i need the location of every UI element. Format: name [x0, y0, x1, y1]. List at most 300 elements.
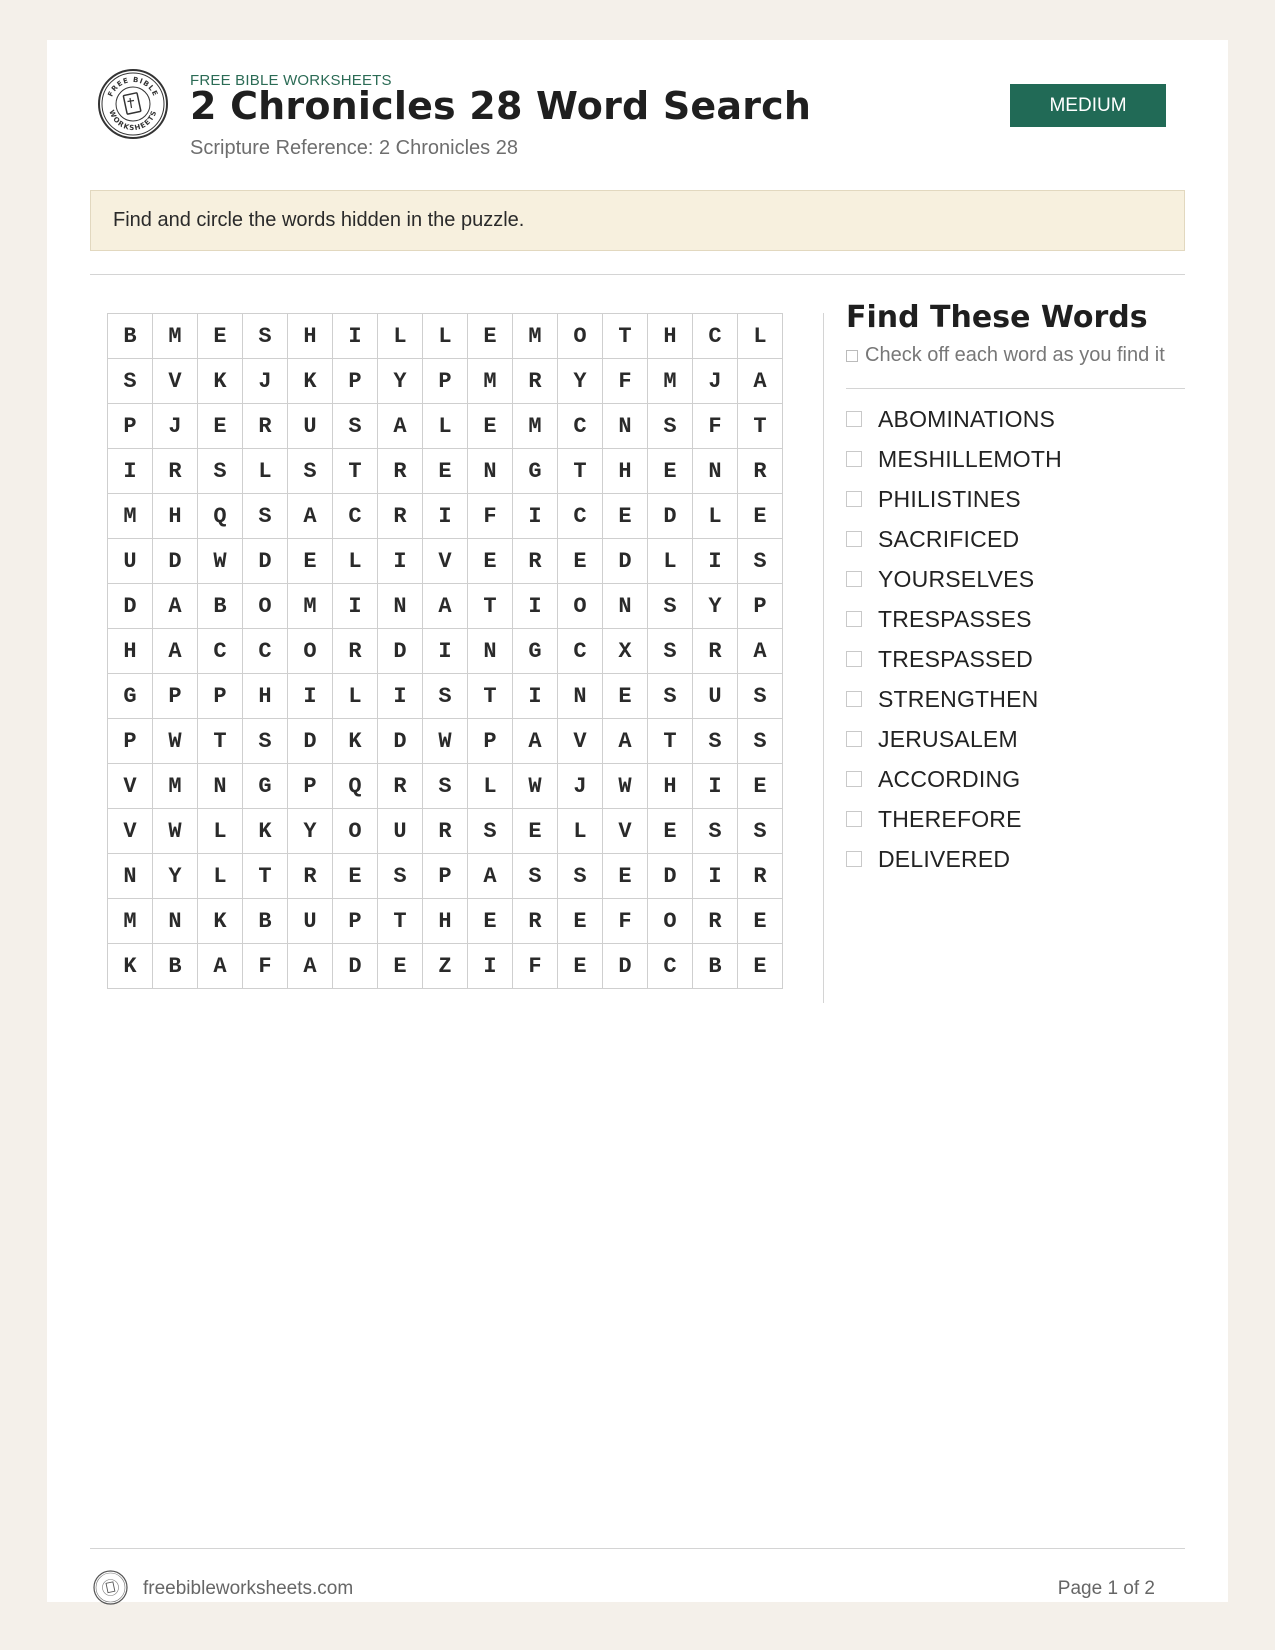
grid-cell: R [288, 854, 333, 899]
grid-cell: I [693, 539, 738, 584]
grid-cell: E [603, 494, 648, 539]
grid-cell: H [243, 674, 288, 719]
grid-cell: W [153, 719, 198, 764]
grid-cell: M [513, 314, 558, 359]
grid-cell: H [648, 764, 693, 809]
grid-cell: R [378, 449, 423, 494]
grid-cell: B [153, 944, 198, 989]
grid-cell: I [333, 314, 378, 359]
grid-cell: C [558, 629, 603, 674]
logo [97, 68, 169, 140]
grid-cell: V [108, 764, 153, 809]
grid-cell: S [738, 809, 783, 854]
grid-cell: O [558, 584, 603, 629]
grid-cell: C [558, 404, 603, 449]
vertical-divider [823, 313, 824, 1003]
grid-cell: E [603, 854, 648, 899]
grid-cell: D [288, 719, 333, 764]
grid-cell: P [198, 674, 243, 719]
grid-cell: S [738, 719, 783, 764]
grid-cell: H [288, 314, 333, 359]
grid-cell: M [153, 314, 198, 359]
grid-cell: A [738, 359, 783, 404]
word-label: PHILISTINES [878, 485, 1021, 512]
grid-cell: S [693, 809, 738, 854]
word-label: YOURSELVES [878, 565, 1035, 592]
grid-cell: N [108, 854, 153, 899]
grid-cell: S [333, 404, 378, 449]
svg-text:FREE BIBLE: FREE BIBLE [106, 75, 160, 98]
grid-cell: L [243, 449, 288, 494]
grid-cell: T [378, 899, 423, 944]
grid-cell: S [288, 449, 333, 494]
grid-cell: E [198, 314, 243, 359]
bible-seal-icon [93, 1570, 128, 1605]
grid-cell: C [243, 629, 288, 674]
grid-cell: P [423, 854, 468, 899]
word-item [846, 639, 1062, 679]
grid-cell: R [693, 899, 738, 944]
grid-cell: R [513, 359, 558, 404]
grid-cell: G [513, 629, 558, 674]
grid-cell: F [468, 494, 513, 539]
grid-cell: G [513, 449, 558, 494]
word-list [846, 399, 1062, 879]
grid-cell: F [513, 944, 558, 989]
grid-cell: T [333, 449, 378, 494]
grid-cell: E [558, 899, 603, 944]
grid-cell: U [693, 674, 738, 719]
grid-cell: E [558, 539, 603, 584]
grid-cell: I [378, 674, 423, 719]
grid-cell: E [513, 809, 558, 854]
grid-cell: M [468, 359, 513, 404]
grid-row [108, 809, 783, 854]
grid-cell: F [693, 404, 738, 449]
svg-text:WORKSHEETS: WORKSHEETS [107, 108, 159, 133]
grid-cell: U [378, 809, 423, 854]
instructions-box [90, 190, 1185, 251]
grid-cell: G [243, 764, 288, 809]
grid-cell: D [153, 539, 198, 584]
grid-cell: N [603, 404, 648, 449]
grid-cell: C [558, 494, 603, 539]
grid-cell: P [333, 899, 378, 944]
grid-row [108, 944, 783, 989]
grid-cell: L [693, 494, 738, 539]
grid-cell: A [423, 584, 468, 629]
grid-cell: L [333, 539, 378, 584]
word-item [846, 719, 1062, 759]
word-item [846, 599, 1062, 639]
grid-cell: R [738, 854, 783, 899]
word-label: SACRIFICED [878, 525, 1020, 552]
grid-cell: V [603, 809, 648, 854]
grid-row [108, 404, 783, 449]
grid-cell: V [153, 359, 198, 404]
word-checkbox[interactable] [846, 411, 862, 427]
grid-cell: V [423, 539, 468, 584]
grid-cell: K [198, 359, 243, 404]
grid-cell: W [423, 719, 468, 764]
page-title: 2 Chronicles 28 Word Search [190, 84, 812, 128]
word-item [846, 399, 1062, 439]
grid-cell: S [738, 539, 783, 584]
grid-cell: I [108, 449, 153, 494]
word-checkbox[interactable] [846, 811, 862, 827]
grid-cell: Y [693, 584, 738, 629]
grid-cell: P [468, 719, 513, 764]
word-label: TRESPASSES [878, 605, 1032, 632]
word-checkbox[interactable] [846, 691, 862, 707]
grid-cell: Q [333, 764, 378, 809]
grid-cell: L [198, 809, 243, 854]
grid-cell: T [603, 314, 648, 359]
page-number: Page 1 of 2 [1057, 1578, 1155, 1599]
grid-cell: K [108, 944, 153, 989]
grid-cell: S [108, 359, 153, 404]
bible-seal-icon [97, 68, 169, 140]
grid-cell: P [738, 584, 783, 629]
grid-cell: P [108, 404, 153, 449]
grid-cell: D [108, 584, 153, 629]
grid-cell: H [603, 449, 648, 494]
grid-cell: C [198, 629, 243, 674]
word-label: DELIVERED [878, 845, 1011, 872]
grid-cell: I [423, 494, 468, 539]
grid-row [108, 854, 783, 899]
grid-cell: N [468, 629, 513, 674]
grid-cell: H [108, 629, 153, 674]
grid-cell: R [378, 494, 423, 539]
word-item [846, 439, 1062, 479]
grid-row [108, 539, 783, 584]
word-item [846, 519, 1062, 559]
grid-cell: L [468, 764, 513, 809]
grid-cell: T [468, 584, 513, 629]
grid-cell: E [468, 314, 513, 359]
grid-cell: S [243, 314, 288, 359]
grid-cell: R [738, 449, 783, 494]
grid-cell: I [513, 584, 558, 629]
grid-cell: S [513, 854, 558, 899]
grid-cell: E [468, 404, 513, 449]
grid-cell: E [738, 494, 783, 539]
grid-cell: B [108, 314, 153, 359]
grid-cell: A [288, 494, 333, 539]
grid-cell: B [198, 584, 243, 629]
grid-cell: S [423, 674, 468, 719]
grid-cell: H [153, 494, 198, 539]
grid-cell: K [333, 719, 378, 764]
grid-cell: M [648, 359, 693, 404]
grid-cell: I [378, 539, 423, 584]
grid-cell: A [603, 719, 648, 764]
grid-cell: E [333, 854, 378, 899]
grid-row [108, 494, 783, 539]
word-checkbox[interactable] [846, 491, 862, 507]
word-label: ACCORDING [878, 765, 1021, 792]
word-label: MESHILLEMOTH [878, 445, 1062, 472]
instructions-text: Find and circle the words hidden in the puzzle. [113, 209, 525, 231]
grid-cell: P [108, 719, 153, 764]
grid-cell: S [243, 494, 288, 539]
grid-cell: N [558, 674, 603, 719]
grid-cell: I [693, 764, 738, 809]
checkbox-icon [846, 350, 858, 362]
grid-cell: P [333, 359, 378, 404]
grid-cell: N [378, 584, 423, 629]
grid-cell: J [243, 359, 288, 404]
grid-cell: E [423, 449, 468, 494]
grid-cell: T [198, 719, 243, 764]
word-checkbox[interactable] [846, 651, 862, 667]
grid-cell: S [648, 584, 693, 629]
grid-cell: C [648, 944, 693, 989]
grid-cell: L [198, 854, 243, 899]
grid-cell: O [648, 899, 693, 944]
grid-row [108, 584, 783, 629]
grid-cell: E [288, 539, 333, 584]
grid-cell: J [153, 404, 198, 449]
grid-cell: W [513, 764, 558, 809]
grid-cell: S [423, 764, 468, 809]
word-label: THEREFORE [878, 805, 1022, 832]
grid-cell: R [423, 809, 468, 854]
word-checkbox[interactable] [846, 851, 862, 867]
grid-cell: U [108, 539, 153, 584]
grid-cell: R [513, 539, 558, 584]
grid-cell: T [558, 449, 603, 494]
grid-cell: E [738, 899, 783, 944]
grid-cell: E [648, 809, 693, 854]
grid-cell: E [198, 404, 243, 449]
grid-cell: I [333, 584, 378, 629]
grid-cell: R [333, 629, 378, 674]
grid-cell: D [603, 944, 648, 989]
grid-cell: J [693, 359, 738, 404]
grid-cell: L [423, 404, 468, 449]
grid-cell: A [198, 944, 243, 989]
word-label: TRESPASSED [878, 645, 1033, 672]
word-checkbox[interactable] [846, 731, 862, 747]
grid-cell: S [648, 404, 693, 449]
grid-cell: T [738, 404, 783, 449]
footer-site: freebibleworksheets.com [143, 1578, 354, 1599]
grid-cell: E [738, 944, 783, 989]
grid-cell: A [513, 719, 558, 764]
grid-cell: M [108, 494, 153, 539]
grid-cell: L [333, 674, 378, 719]
grid-cell: W [153, 809, 198, 854]
grid-cell: T [468, 674, 513, 719]
grid-cell: Q [198, 494, 243, 539]
divider [846, 388, 1185, 389]
grid-cell: N [153, 899, 198, 944]
grid-row [108, 764, 783, 809]
grid-cell: A [153, 629, 198, 674]
grid-cell: S [198, 449, 243, 494]
grid-row [108, 449, 783, 494]
footer-logo [93, 1570, 128, 1605]
grid-cell: N [468, 449, 513, 494]
grid-cell: A [153, 584, 198, 629]
site-kicker: FREE BIBLE WORKSHEETS [190, 72, 392, 89]
word-checkbox[interactable] [846, 611, 862, 627]
grid-cell: D [603, 539, 648, 584]
grid-cell: D [648, 494, 693, 539]
grid-cell: N [603, 584, 648, 629]
words-panel-title: Find These Words [846, 300, 1148, 335]
word-search-grid [107, 313, 783, 989]
grid-cell: O [288, 629, 333, 674]
grid-cell: L [648, 539, 693, 584]
word-label: JERUSALEM [878, 725, 1018, 752]
grid-cell: Y [153, 854, 198, 899]
grid-cell: E [648, 449, 693, 494]
grid-cell: S [693, 719, 738, 764]
grid-cell: E [738, 764, 783, 809]
grid-cell: P [288, 764, 333, 809]
grid-cell: R [243, 404, 288, 449]
grid-cell: P [423, 359, 468, 404]
grid-cell: H [423, 899, 468, 944]
grid-cell: Z [423, 944, 468, 989]
word-item [846, 839, 1062, 879]
grid-cell: I [468, 944, 513, 989]
grid-cell: M [108, 899, 153, 944]
word-label: ABOMINATIONS [878, 405, 1056, 432]
word-label: STRENGTHEN [878, 685, 1039, 712]
grid-cell: M [153, 764, 198, 809]
grid-cell: S [648, 674, 693, 719]
grid-cell: L [558, 809, 603, 854]
grid-cell: D [243, 539, 288, 584]
grid-cell: R [153, 449, 198, 494]
word-checkbox[interactable] [846, 531, 862, 547]
grid-cell: N [693, 449, 738, 494]
word-item [846, 759, 1062, 799]
word-checkbox[interactable] [846, 571, 862, 587]
grid-cell: O [333, 809, 378, 854]
grid-cell: V [558, 719, 603, 764]
word-checkbox[interactable] [846, 451, 862, 467]
grid-cell: D [378, 719, 423, 764]
grid-cell: U [288, 404, 333, 449]
grid-cell: W [198, 539, 243, 584]
grid-cell: A [288, 944, 333, 989]
grid-cell: S [378, 854, 423, 899]
grid-cell: F [603, 359, 648, 404]
grid-cell: C [693, 314, 738, 359]
grid-cell: T [648, 719, 693, 764]
grid-cell: P [153, 674, 198, 719]
grid-cell: U [288, 899, 333, 944]
grid-cell: E [558, 944, 603, 989]
words-panel-subtitle-text: Check off each word as you find it [865, 344, 1165, 366]
grid-row [108, 359, 783, 404]
words-panel-subtitle [846, 344, 1165, 367]
grid-cell: A [378, 404, 423, 449]
grid-cell: L [378, 314, 423, 359]
grid-cell: S [648, 629, 693, 674]
grid-cell: I [513, 674, 558, 719]
grid-row [108, 719, 783, 764]
grid-cell: A [468, 854, 513, 899]
grid-cell: R [378, 764, 423, 809]
grid-cell: N [198, 764, 243, 809]
word-checkbox[interactable] [846, 771, 862, 787]
grid-cell: E [603, 674, 648, 719]
grid-cell: I [693, 854, 738, 899]
grid-cell: L [738, 314, 783, 359]
grid-cell: Y [378, 359, 423, 404]
grid-cell: R [693, 629, 738, 674]
grid-cell: D [333, 944, 378, 989]
grid-cell: Y [288, 809, 333, 854]
grid-cell: S [468, 809, 513, 854]
grid-cell: I [513, 494, 558, 539]
grid-cell: I [423, 629, 468, 674]
grid-cell: K [243, 809, 288, 854]
grid-cell: D [378, 629, 423, 674]
grid-cell: E [378, 944, 423, 989]
scripture-reference: Scripture Reference: 2 Chronicles 28 [190, 137, 518, 159]
grid-cell: S [738, 674, 783, 719]
grid-cell: T [243, 854, 288, 899]
grid-cell: V [108, 809, 153, 854]
grid-cell: F [243, 944, 288, 989]
word-item [846, 479, 1062, 519]
grid-cell: A [738, 629, 783, 674]
grid-row [108, 899, 783, 944]
grid-cell: S [558, 854, 603, 899]
grid-cell: O [243, 584, 288, 629]
word-item [846, 559, 1062, 599]
grid-row [108, 314, 783, 359]
grid-cell: E [468, 899, 513, 944]
grid-cell: C [333, 494, 378, 539]
grid-cell: X [603, 629, 648, 674]
grid-cell: I [288, 674, 333, 719]
divider [90, 274, 1185, 275]
grid-cell: B [693, 944, 738, 989]
grid-cell: F [603, 899, 648, 944]
grid-cell: M [513, 404, 558, 449]
grid-cell: E [468, 539, 513, 584]
grid-cell: O [558, 314, 603, 359]
grid-cell: L [423, 314, 468, 359]
grid-cell: J [558, 764, 603, 809]
grid-cell: R [513, 899, 558, 944]
footer-divider [90, 1548, 1185, 1549]
grid-cell: H [648, 314, 693, 359]
grid-cell: Y [558, 359, 603, 404]
grid-cell: M [288, 584, 333, 629]
grid-cell: G [108, 674, 153, 719]
grid-cell: K [198, 899, 243, 944]
grid-cell: S [243, 719, 288, 764]
grid-cell: D [648, 854, 693, 899]
grid-row [108, 629, 783, 674]
grid-row [108, 674, 783, 719]
grid-cell: W [603, 764, 648, 809]
difficulty-badge: MEDIUM [1010, 84, 1166, 127]
word-item [846, 799, 1062, 839]
grid-cell: B [243, 899, 288, 944]
word-item [846, 679, 1062, 719]
grid-cell: K [288, 359, 333, 404]
